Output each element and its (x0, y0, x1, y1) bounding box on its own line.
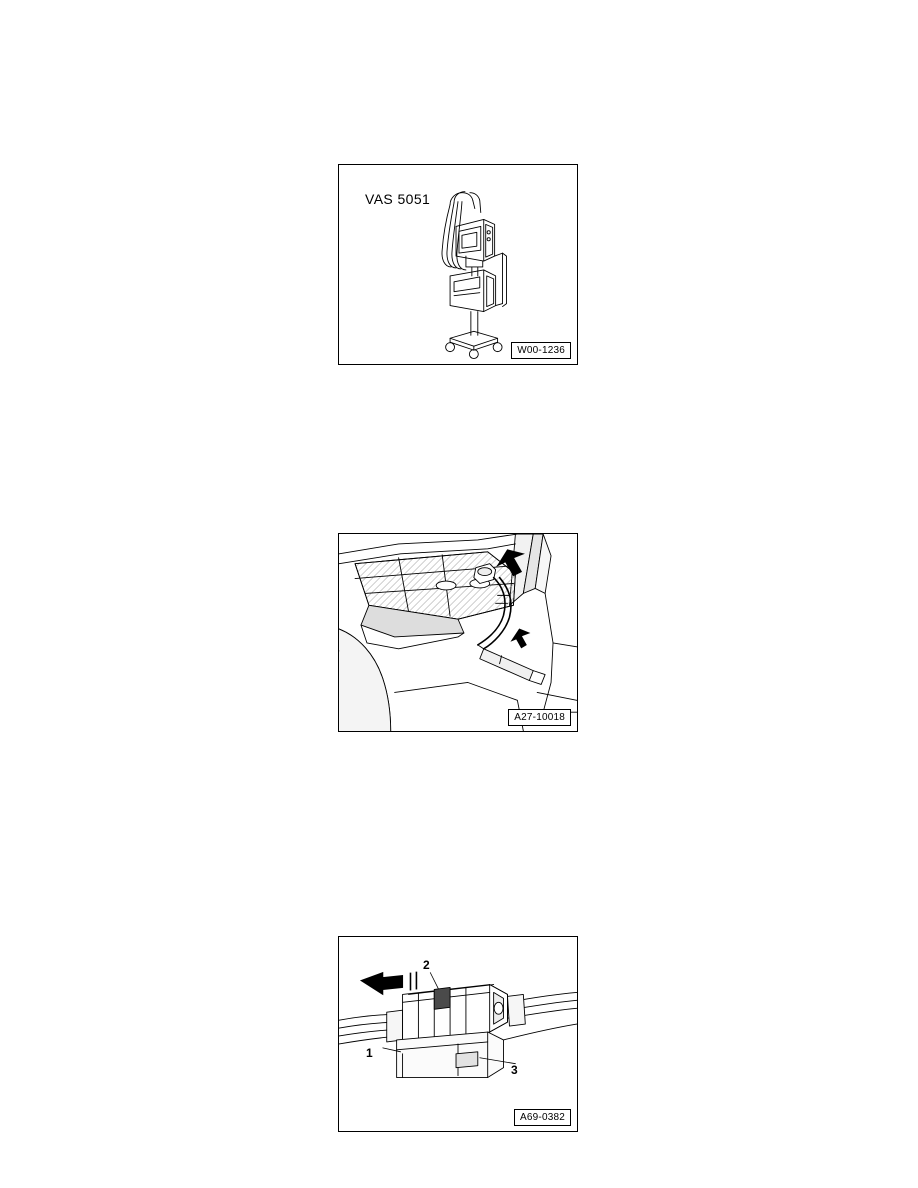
engine-compartment-illustration (339, 534, 577, 731)
connector-figure (338, 936, 578, 1132)
motion-lines (410, 972, 416, 991)
figure-caption: A69-0382 (514, 1109, 571, 1126)
callout-2: 2 (423, 958, 430, 972)
figure-caption: A27-10018 (508, 709, 571, 726)
direction-arrow (361, 973, 403, 995)
vas-tester-illustration (339, 165, 577, 364)
callout-1: 1 (366, 1046, 373, 1060)
connector-illustration (339, 937, 577, 1131)
figure-caption: W00-1236 (511, 342, 571, 359)
callout-3: 3 (511, 1063, 518, 1077)
vas-tester-label: VAS 5051 (365, 191, 431, 207)
engine-compartment-figure (338, 533, 578, 732)
vas-tester-figure (338, 164, 578, 365)
